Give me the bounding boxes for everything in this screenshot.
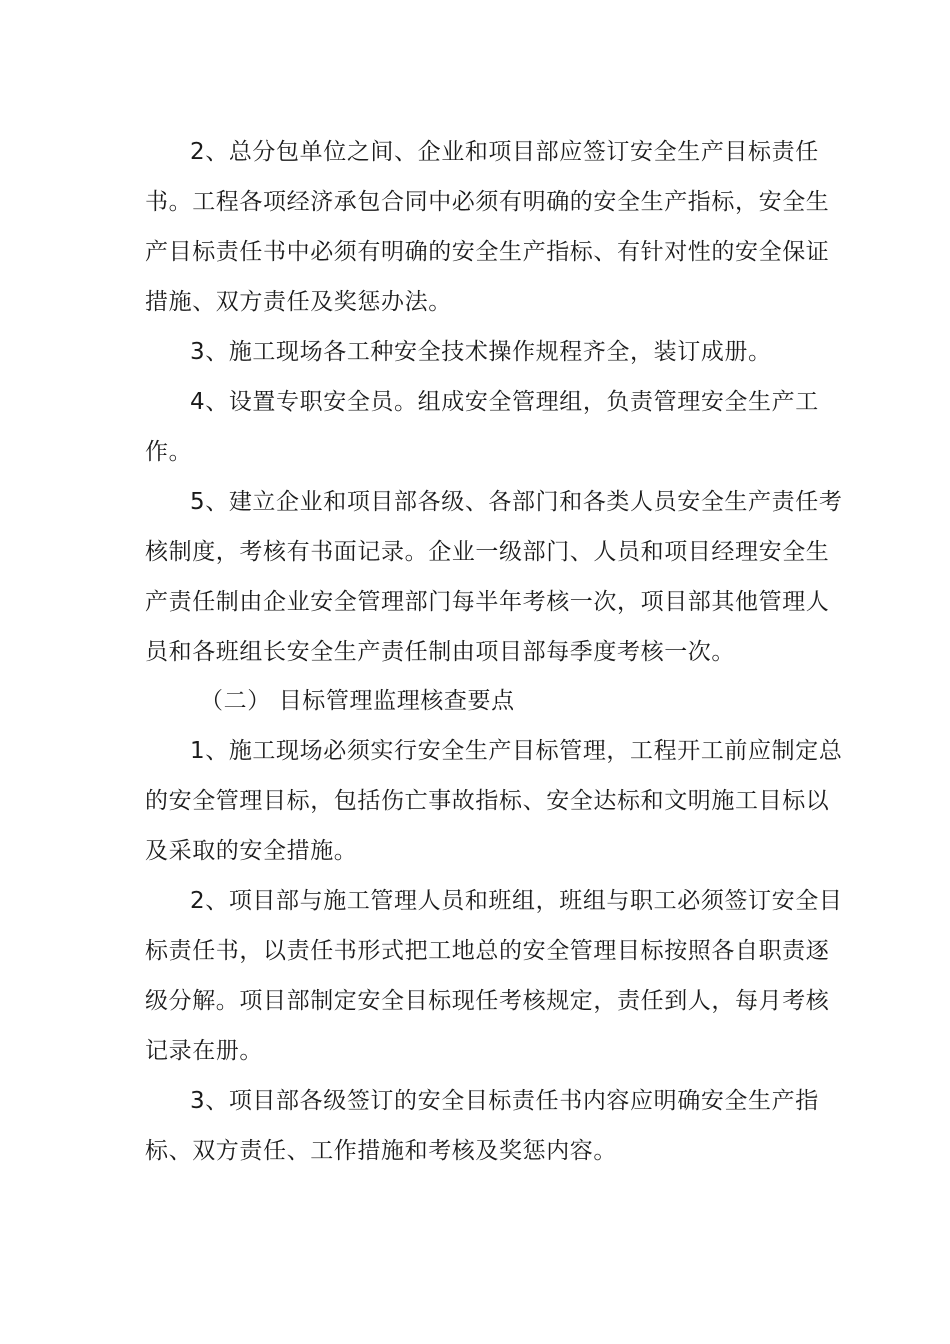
paragraph-6-line-4: 记录在册。 xyxy=(145,1038,263,1064)
paragraph-7-line-2: 标、双方责任、工作措施和考核及奖惩内容。 xyxy=(145,1138,617,1164)
paragraph-6-line-3: 级分解。项目部制定安全目标现任考核规定，责任到人，每月考核 xyxy=(145,988,830,1014)
paragraph-1-line-3: 产目标责任书中必须有明确的安全生产指标、有针对性的安全保证 xyxy=(145,239,830,265)
paragraph-1-line-1: 2、总分包单位之间、企业和项目部应签订安全生产目标责任 xyxy=(190,139,819,165)
paragraph-4-line-2: 核制度，考核有书面记录。企业一级部门、人员和项目经理安全生 xyxy=(145,539,830,565)
paragraph-1-line-2: 书。工程各项经济承包合同中必须有明确的安全生产指标，安全生 xyxy=(145,189,830,215)
paragraph-5-line-2: 的安全管理目标，包括伤亡事故指标、安全达标和文明施工目标以 xyxy=(145,788,830,814)
paragraph-7-line-1: 3、项目部各级签订的安全目标责任书内容应明确安全生产指 xyxy=(190,1088,819,1114)
paragraph-4-line-4: 员和各班组长安全生产责任制由项目部每季度考核一次。 xyxy=(145,639,735,665)
paragraph-2-line-1: 3、施工现场各工种安全技术操作规程齐全，装订成册。 xyxy=(190,339,772,365)
paragraph-3-line-2: 作。 xyxy=(145,439,193,465)
section-heading: （二） 目标管理监理核查要点 xyxy=(200,688,515,714)
paragraph-4-line-1: 5、建立企业和项目部各级、各部门和各类人员安全生产责任考 xyxy=(190,489,843,515)
paragraph-6-line-1: 2、项目部与施工管理人员和班组，班组与职工必须签订安全目 xyxy=(190,888,843,914)
paragraph-6-line-2: 标责任书，以责任书形式把工地总的安全管理目标按照各自职责逐 xyxy=(145,938,830,964)
paragraph-5-line-3: 及采取的安全措施。 xyxy=(145,838,358,864)
paragraph-4-line-3: 产责任制由企业安全管理部门每半年考核一次，项目部其他管理人 xyxy=(145,589,830,615)
paragraph-1-line-4: 措施、双方责任及奖惩办法。 xyxy=(145,289,452,315)
paragraph-3-line-1: 4、设置专职安全员。组成安全管理组，负责管理安全生产工 xyxy=(190,389,819,415)
paragraph-5-line-1: 1、施工现场必须实行安全生产目标管理，工程开工前应制定总 xyxy=(190,738,843,764)
